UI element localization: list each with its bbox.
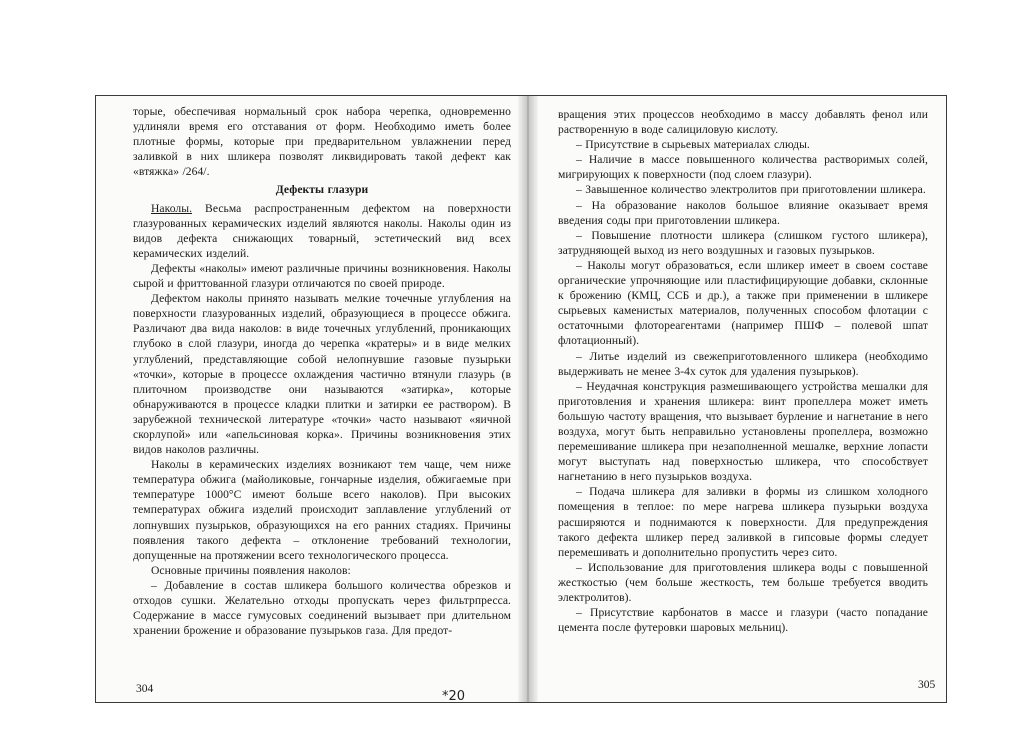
list-item: – Литье изделий из свежеприготовленного шликера (необходимо выдерживать не менее 3-4х суток для удаления пузырьков). bbox=[558, 349, 928, 378]
section-heading: Дефекты глазури bbox=[275, 183, 369, 197]
list-item: – Присутствие карбонатов в массе и глазури (часто попадание цемента после футеровки шаровых мельниц). bbox=[558, 606, 928, 635]
paragraph bbox=[133, 201, 511, 261]
page-right-text bbox=[558, 107, 928, 635]
book-spread bbox=[95, 95, 947, 703]
paragraph: торые, обеспечивая нормальный срок набора черепка, одновременно удлиняли время его отставания от форм. Необходимо иметь более плотные формы, которые при предварительном увлажнении перед заливкой в них шликера позволят ликвидировать такой дефект как «втяжка» /264/. bbox=[133, 105, 511, 179]
page-left-text bbox=[133, 104, 511, 638]
list-item: – Завышенное количество электролитов при приготовлении шликера. bbox=[576, 183, 926, 197]
paragraph: Наколы в керамических изделиях возникают тем чаще, чем ниже температура обжига (майоликовые, гончарные изделия, обжигаемые при температуре 1000°С имеют больше всего наколов). При высоких температурах обжига изделий происходит заплавление углублений от лопнувших пузырьков, образующихся на его ранних стадиях. Причины появления такого дефекта – отклонение требований технологии, допущенные на протяжении всего технологического процесса. bbox=[133, 458, 511, 562]
paragraph-text: Весьма распространенным дефектом на поверхности глазурованных керамических изделий являются наколы. Наколы один из видов дефекта снижающих товарный, эстетический вид всех керамических изделий. bbox=[133, 201, 511, 260]
term-underlined: Наколы. bbox=[151, 201, 193, 215]
page-right bbox=[528, 96, 946, 702]
list-item: – На образование наколов большое влияние оказывает время введения соды при приготовлении шликера. bbox=[558, 198, 928, 227]
list-item: – Наличие в массе повышенного количества растворимых солей, мигрирующих к поверхности (под слоем глазури). bbox=[558, 153, 928, 182]
margin-mark: *20 bbox=[442, 689, 466, 704]
paragraph: вращения этих процессов необходимо в массу добавлять фенол или растворенную в воде салициловую кислоту. bbox=[558, 108, 928, 137]
list-item: – Использование для приготовления шликера воды с повышенной жесткостью (чем больше жесткость, тем больше требуется вводить электролитов). bbox=[558, 560, 928, 604]
paragraph: Основные причины появления наколов: bbox=[151, 563, 351, 577]
list-item: – Неудачная конструкция размешивающего устройства мешалки для приготовления и хранения шликера: винт пропеллера может иметь большую частоту вращения, что вызывает бурление и нагнетание в него воздуха, могут быть неправильно установлены пропеллера, возможно перемешивание шликера при незаполненной мешалке, верхние лопасти могут выступать над поверхностью шликера, что способствует нагнетанию в него пузырьков воздуха. bbox=[558, 379, 928, 484]
page-number: 304 bbox=[136, 683, 154, 695]
page-number: 305 bbox=[918, 679, 936, 691]
list-item: – Повышение плотности шликера (слишком густого шликера), затрудняющей выход из него воздушных и газовых пузырьков. bbox=[558, 228, 928, 257]
list-item: – Подача шликера для заливки в формы из слишком холодного помещения в теплое: по мере нагрева шликера пузырьки воздуха расширяются и поднимаются к поверхности. Для предупреждения такого дефекта шликер перед заливкой в гипсовые формы следует перемешивать и дополнительно пропустить через сито. bbox=[558, 485, 928, 559]
paragraph: Дефекты «наколы» имеют различные причины возникновения. Наколы сырой и фриттованной глазури отличаются по своей природе. bbox=[133, 261, 511, 291]
paragraph: Дефектом наколы принято называть мелкие точечные углубления на поверхности глазурованных изделий, образующиеся в процессе обжига. Различают два вида наколов: в виде точечных углублений, проникающих глубоко в слой глазури, иногда до черепка «кратеры» и в виде мелких углублений, представляющие собой нелопнувшие газовые пузырьки «точки», которые в процессе охлаждения частично втянули глазурь (в плиточном производстве они называются «затирка», которые обнаруживаются в процессе кладки плитки и затирки ее раствором). В зарубежной технической литературе «точки» часто называют «яичной скорлупой» или «апельсиновая корка». Причины возникновения этих видов наколов различны. bbox=[133, 292, 511, 457]
paragraph: – Добавление в состав шликера большого количества обрезков и отходов сушки. Желательно отходы пропускать через фильтрпрессa. Содержание в массе гумусовых соединений вызывает при длительном хранении брожение и образование пузырьков газа. Для предот- bbox=[133, 578, 511, 638]
page-left bbox=[96, 96, 526, 702]
list-item: – Наколы могут образоваться, если шликер имеет в своем составе органические упрочняющие или пластифицирующие добавки, склонные к брожению (КМЦ, ССБ и др.), а также при применении в шликере сырьевых каменистых материалов, полученных способом флотации с остаточными флотореагентами (например ПШФ – полевой шпат флотационный). bbox=[558, 258, 928, 348]
list-item: – Присутствие в сырьевых материалах слюды. bbox=[576, 138, 810, 152]
